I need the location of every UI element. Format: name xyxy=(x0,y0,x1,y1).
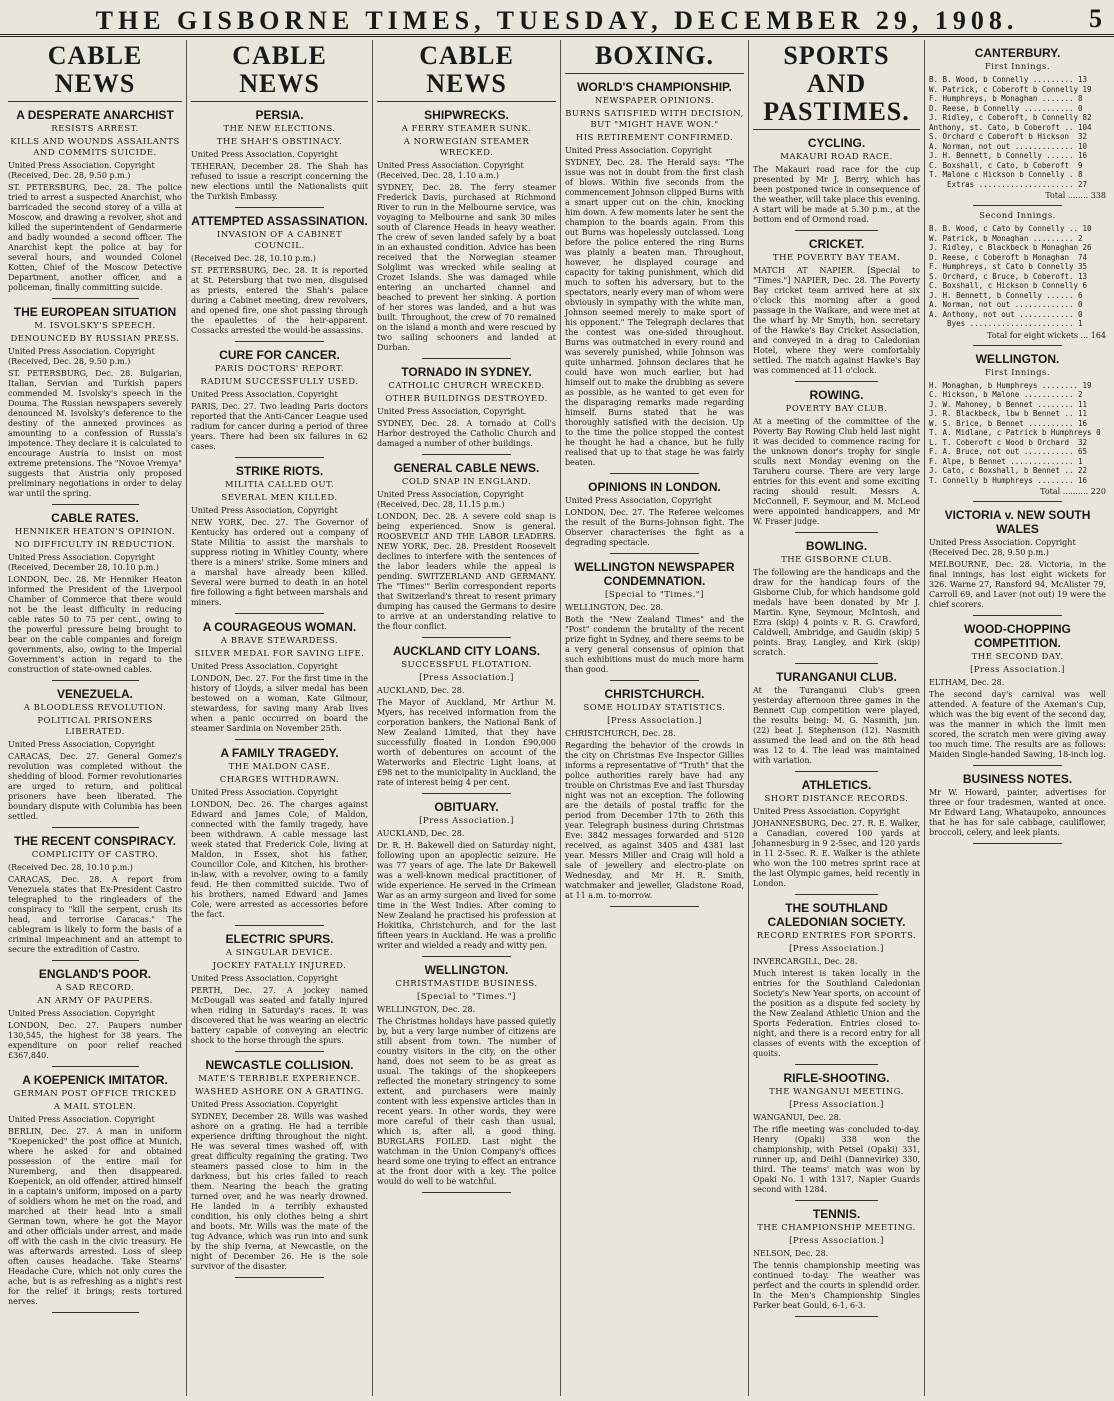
article xyxy=(8,687,182,828)
article-subheading: A MAIL STOLEN. xyxy=(53,1102,137,1112)
section-banner: SPORTS AND PASTIMES. xyxy=(753,40,920,130)
article-subheading: CATHOLIC CHURCH WRECKED. xyxy=(388,381,545,391)
article-divider xyxy=(235,739,324,740)
article xyxy=(753,901,920,1065)
article-headline: BOWLING. xyxy=(805,539,868,553)
article-subheading: HIS RETIREMENT CONFIRMED. xyxy=(575,133,734,143)
article-byline: United Press Association. Copyright xyxy=(565,146,712,155)
article-body: Much interest is taken locally in the entries for the Southland Caledonian Society's New Year sports, on account of the position as a dispute fed society by the New Zealand Athletic Union and the Sports Federation. Entries closed to-night, and there is a record entry for all classes of events with the exception of quoits. xyxy=(753,969,920,1058)
article-headline: CANTERBURY. xyxy=(974,46,1061,60)
article xyxy=(929,352,1106,503)
article-byline: United Press Association, Copyright xyxy=(8,740,155,749)
article-divider xyxy=(422,1192,512,1193)
article-byline: United Press Association. Copyright xyxy=(8,1009,155,1018)
article-body: NEW YORK, Dec. 27. The Governor of Kentucky has ordered out a company of State Militia to assist the marshals to suppress rioting in Whitley County, where there is a miners' strike. Some miners and a marshal have already been killed. Several were burned to death in an hotel fire following a fight between marshals and miners. xyxy=(191,518,368,607)
article-subheading: NEWSPAPER OPINIONS. xyxy=(594,96,715,106)
article-byline: CHRISTCHURCH, Dec. 28. xyxy=(565,729,676,738)
article-byline: United Press Association. Copyright (Received, Dec. 28, 9.50 p.m.) xyxy=(8,161,155,180)
article-divider xyxy=(235,613,324,614)
article-body: MELBOURNE, Dec. 28. Victoria, in the final innings, has lost eight wickets for 326. Warne 27, Ransford 94, McAlister 79, Carroll 69, and Laver (not out) 19 were the chief scorers. xyxy=(929,560,1106,609)
article-divider xyxy=(235,925,324,926)
article-byline: United Press Association, Copyright. xyxy=(377,407,527,416)
article-subheading: COMPLICITY OF CASTRO. xyxy=(31,850,159,860)
article-body: CARACAS, Dec. 27. General Gomez's revolution was completed without the shedding of blood. Former revolutionaries are urged to return, and political prisoners have been liberated. The boundary dispute with Columbia has been settled. xyxy=(8,752,182,821)
article-subheading: THE WANGANUI MEETING. xyxy=(769,1087,904,1097)
article-subheading: SHORT DISTANCE RECORDS. xyxy=(764,794,909,804)
column-2 xyxy=(186,40,372,1396)
article-headline: ATHLETICS. xyxy=(801,778,872,792)
article-headline: GENERAL CABLE NEWS. xyxy=(393,461,540,475)
article-byline: AUCKLAND, Dec. 28. xyxy=(377,829,465,838)
article xyxy=(753,1071,920,1201)
article-divider xyxy=(235,341,324,342)
article-subheading: THE CHAMPIONSHIP MEETING. xyxy=(757,1223,916,1233)
article-body: CARACAS, Dec. 28. A report from Venezuela states that Ex-President Castro telegraphed to the ringleaders of the conspiracy to "kill the serpent, crush its head, and terrorise Caracas." The cablegram is likely to form the basis of a criminal impeachment and an attempt to secure the extradition of Castro. xyxy=(8,875,182,954)
article-subheading: A BLOODLESS REVOLUTION. xyxy=(23,703,167,713)
article-divider xyxy=(422,454,512,455)
article xyxy=(753,388,920,533)
article-divider xyxy=(422,358,512,359)
article-body: Dr. R. H. Bakewell died on Saturday night, following upon an apoplectic seizure. He was 77 years of age. The late Dr Bakewell was a well-known medical practitioner, of wide experience. He served in the Crimean War as an army surgeon and lived for some time in the West Indies. After coming to New Zealand he practised his profession at Hokitika, Christchurch, and for the last fifteen years in Auckland. He was a prolific writer and wielded a ready and witty pen. xyxy=(377,841,556,950)
article-headline: PERSIA. xyxy=(255,108,304,122)
article-divider xyxy=(973,765,1062,766)
article-body: ST. PETERSBURG, Dec. 28. Bulgarian, Italian, Servian and Turkish papers commended M. Isvolsky's speech in the Douma. The Russian newspapers severely denounced M. Isvolsky's deference to the destiny of the annexed provinces as amounting to a confession of Russia's impotence. They declare it is calculated to encourage Austria to insist on most extreme pretensions. The "Novoe Vremya" suggests that Austria only proposed preliminary negotiations in order to delay war until the spring. xyxy=(8,369,182,498)
article-divider xyxy=(52,504,139,505)
article-subheading: KILLS AND WOUNDS ASSAILANTS AND COMMITS SUICIDE. xyxy=(10,137,180,158)
article xyxy=(929,46,1106,206)
article-headline: CURE FOR CANCER. xyxy=(219,348,340,362)
article xyxy=(191,464,368,614)
article-divider xyxy=(235,457,324,458)
article-subheading: [Press Association.] xyxy=(970,665,1065,675)
article-divider xyxy=(795,532,879,533)
article-subheading: THE GISBORNE CLUB. xyxy=(781,555,892,565)
article-subheading: THE MALDON CASE. xyxy=(228,762,331,772)
article xyxy=(8,1073,182,1313)
article-body: ST. PETERSBURG, Dec. 28. The police tried to arrest a suspected Anarchist, who barricaded the second storey of a villa at Moscow, and drawing a revolver, shot and killed the superintendent of Gendarmerie and badly wounded a second officer. The Anarchist kept the police at bay for several hours, and wounded Colonel Kotten, Chief of the Moscow Detective Department, another officer, and a policeman, finally committing suicide. xyxy=(8,183,182,292)
page-number: 5 xyxy=(1089,4,1102,33)
article-subheading: RESISTS ARREST. xyxy=(51,124,139,134)
article-body: JOHANNESBURG, Dec. 27. R. E. Walker, a Canadian, covered 100 yards at Johannesburg in 9 2-5sec, and 120 yards in 11 2-5sec. R. E. Walker is the athlete who won the 100 metres sprint race at the last Olympic games, held recently in London. xyxy=(753,819,920,888)
article-subheading: [Special to "Times."] xyxy=(417,992,516,1002)
article-byline: WANGANUI, Dec. 28. xyxy=(753,1113,842,1122)
article-byline: (Received Dec. 28, 10.10 p.m.) xyxy=(8,863,133,872)
article-subheading: SUCCESSFUL FLOTATION. xyxy=(401,660,532,670)
article-headline: A DESPERATE ANARCHIST xyxy=(16,108,174,122)
article-byline: United Press Association. Copyright xyxy=(191,662,338,671)
article-byline: United Press Association. Copyright xyxy=(753,807,900,816)
article xyxy=(565,80,744,474)
article-body: TEHERAN, December 28. The Shah has refused to issue a rescript concerning the new elections until the Nationalists quit the Turkish Embassy. xyxy=(191,162,368,201)
article-subheading: [Press Association.] xyxy=(419,673,514,683)
column-6 xyxy=(924,40,1110,1396)
article-subheading: A FERRY STEAMER SUNK. xyxy=(401,124,532,134)
article-subheading: SOME HOLIDAY STATISTICS. xyxy=(583,703,726,713)
article-headline: SHIPWRECKS. xyxy=(424,108,509,122)
article-divider xyxy=(422,637,512,638)
article-headline: WELLINGTON. xyxy=(424,963,509,977)
section-banner: CABLE NEWS xyxy=(191,40,368,102)
article-headline: NEWCASTLE COLLISION. xyxy=(205,1058,354,1072)
article-headline: TURANGANUI CLUB. xyxy=(776,670,897,684)
article-divider xyxy=(52,1066,139,1067)
score-total: Total for eight wickets ... 164 xyxy=(987,330,1106,340)
article-subheading: CHRISTMASTIDE BUSINESS. xyxy=(395,979,538,989)
article-divider xyxy=(795,230,879,231)
article-subheading: THE SECOND DAY. xyxy=(971,652,1064,662)
section-banner: CABLE NEWS xyxy=(377,40,556,102)
article-byline: ELTHAM, Dec. 28. xyxy=(929,678,1005,687)
article-headline: A FAMILY TRAGEDY. xyxy=(220,746,339,760)
article-headline: VICTORIA v. NEW SOUTH WALES xyxy=(944,508,1091,536)
article-divider xyxy=(610,680,700,681)
newspaper-title: THE GISBORNE TIMES, TUESDAY, DECEMBER 29, 1908. xyxy=(95,6,1019,35)
article-body: The second day's carnival was well attended. A feature of the Axeman's Cup, which was the big event of the second day, was the manner in which the limit men scored, the scratch men were giving away too much time. The results are as follows: Maiden Single-handed Sawing, 18-inch log. xyxy=(929,690,1106,759)
article-subheading: BURNS SATISFIED WITH DECISION, BUT "MIGHT HAVE WON." xyxy=(565,109,744,130)
score-card: B. B. Wood, b Connelly ......... 13 W. Patrick, c Coberoft b Connelly 19 F. Humphreys, b Monaghan ....... 8 D. Reese, b Connelly ........... 0 J. Ridley, c Coberoft, b Connelly 82 Anthony, st. Cato, b Coberoft .. 104 S. Orchard c Coberoft b Hickson 32 A. Norman, not out ............. 10 J. H. Bennett, b Connelly ...... 16 C. Boxshall, c Cato, b Coberoft 9 T. Malone c Hickson b Connelly . 8 Extras ..................... 27 xyxy=(929,75,1092,189)
article-divider xyxy=(610,906,700,907)
article xyxy=(377,800,556,957)
article xyxy=(753,670,920,772)
article-subheading: M. ISVOLSKY'S SPEECH. xyxy=(34,321,156,331)
article xyxy=(753,237,920,382)
article-subheading: DENOUNCED BY RUSSIAN PRESS. xyxy=(10,334,180,344)
article-byline: United Press Association. Copyright xyxy=(191,788,338,797)
article-headline: WOOD-CHOPPING COMPETITION. xyxy=(964,622,1071,650)
article-subheading: A NORWEGIAN STEAMER WRECKED. xyxy=(403,137,530,158)
article-body: The tennis championship meeting was continued to-day. The weather was perfect and the courts in splendid order. In the Men's Championship Singles Parker beat Gould, 6-1, 6-3. xyxy=(753,1261,920,1310)
article xyxy=(8,834,182,961)
article-byline: United Press Association. Copyright (Received, Dec. 28, 9.50 p.m.) xyxy=(8,347,155,366)
article-body: SYDNEY, Dec. 28. The ferry steamer Frederick Davis, purchased at Richmond River to run in the Melbourne service, was voyaging to Melbourne and sank 30 miles south of Clarence Heads in heavy weather. The crew of seven landed safely by a boat in an exhausted condition. Advice has been received that the Norwegian steamer Solglimt was wrecked while sealing at Crozet Islands. She was damaged while entering an uncharted channel and beached to prevent her sinking. A portion of her stores was landed, and a hut was built. Throughout, the crew of 70 remained on the island a month and were rescued by two sailing schooners and landed at Durban. xyxy=(377,183,556,352)
article-subheading: INVASION OF A CABINET COUNCIL. xyxy=(216,230,343,251)
article-subheading: WASHED ASHORE ON A GRATING. xyxy=(194,1087,365,1097)
article-divider xyxy=(795,1064,879,1065)
article-divider xyxy=(610,473,700,474)
article-headline: A KOEPENICK IMITATOR. xyxy=(22,1073,168,1087)
article-subheading: First Innings. xyxy=(984,62,1051,72)
article-headline: ENGLAND'S POOR. xyxy=(38,967,152,981)
article-headline: ELECTRIC SPURS. xyxy=(225,932,334,946)
article-subheading: NO DIFFICULTY IN REDUCTION. xyxy=(14,540,176,550)
article xyxy=(191,108,368,208)
article-byline: AUCKLAND, Dec. 28. xyxy=(377,686,465,695)
article-subheading: [Press Association.] xyxy=(419,816,514,826)
article-headline: CHRISTCHURCH. xyxy=(604,687,705,701)
article-body: SYDNEY, Dec. 28. The Herald says: "The issue was not in doubt from the first clash of blows. Within five seconds from the commencement Johnson clipped Burns with a smart upper cut on the chin, knocking him down. A few moments later he sent the champion to the boards again. From this out Burns was hopelessly outclassed. Long before the police entered the ring Burns was plainly a beaten man. Throughout, however, he displayed courage and capacity for taking punishment, which did much to soften his adversary, but to the spectators, nearly every man of whom were obviously in sympathy with the white man, Johnson seemed merely to make sport of his opponent." The Telegraph declares that the contest was one-sided throughout. Burns was outmatched in every round and was severely punished, while Johnson was quite unharmed. Johnson declares that he could have won much earlier, but had himself out to make the drubbing as severe as possible, as he wanted to get even for the disparaging remarks made regarding himself. Burns stated that he was thoroughly satisfied with the decision. Up to the time the police stopped the contest he thought he had a chance, but he fully realised that up to that stage he was fairly beaten. xyxy=(565,158,744,467)
article-body: LONDON, Dec. 28. A severe cold snap is being experienced. Snow is general. ROOSEVELT AND THE LABOR LEADERS. NEW YORK, Dec. 28. President Roosevelt declines to interfere with the sentences of the labor leaders while the appeal is pending. SWITZERLAND AND GERMANY. The "Times'" Berlin correspondent reports that Switzerland's threat to resent primary dumping has caused the Germans to desire to arrive at an understanding relative to the flour conflict. xyxy=(377,512,556,631)
article-headline: RIFLE-SHOOTING. xyxy=(783,1071,890,1085)
article-subheading: PARIS DOCTORS' REPORT. xyxy=(214,364,345,374)
article-body: Regarding the behavior of the crowds in the city on Christmas Eve Inspector Gillies informs a representative of "Truth" that the police authorities rarely have had any trouble on Christmas Eve and last Thursday night was not an exception. The following are the details of postal traffic for the period from December 17th to 26th this year. Telegraph business during Christmas Eve: 3842 messages forwarded and 5120 received, as against 3405 and 4381 last year. Messrs Miller and Craig will hold a sale of jewellery and electro-plate on Wednesday, and Mr H. R. Smith, watchmaker and jeweller, Gladstone Road, at 11 a.m. to-morrow. xyxy=(565,741,744,900)
article-body: The rifle meeting was concluded to-day. Henry (Opaki) 338 won the championship, with Petsel (Opaki) 331, runner up, and Deihl (Dannevirke) 330, third. The teams' match was won by Opaki No. 1 with 1317, Napier Guards second with 1284. xyxy=(753,1125,920,1194)
article xyxy=(753,136,920,231)
article-body: At a meeting of the committee of the Poverty Bay Rowing Club held last night it was decided to commence racing for the unknown donor's trophy for single sculls next Monday evening on the Taruheru course. There are very large entries for this event and some exciting racing should result. Messrs A. McConnell, F. Seymour, and M. McLeod were appointed handicappers, and Mr W. Fraser judge. xyxy=(753,417,920,526)
article-body: MATCH AT NAPIER. [Special to "Times."] NAPIER, Dec. 28. The Poverty Bay cricket team arrived here at six o'clock this morning after a good passage in the Waikare, and were met at the wharf by Mr Smyth, hon. secretary of the Hawke's Bay Cricket Association, and conveyed in a drag to Caledonian Hotel, where they were comfortably settled. The match against Hawke's Bay was commenced at 11 o'clock. xyxy=(753,266,920,375)
section-banner: CABLE NEWS xyxy=(8,40,182,102)
article xyxy=(191,932,368,1052)
article-byline: WELLINGTON, Dec. 28. xyxy=(565,603,664,612)
article-body: PERTH, Dec. 27. A jockey named McDougall was seated and fatally injured when riding in Saturday's races. It was discovered that he was wearing an electric battery capable of conveying an electric shock to the horse through the spurs. xyxy=(191,986,368,1045)
article-subheading: [Press Association.] xyxy=(607,716,702,726)
article xyxy=(565,480,744,554)
article-headline: ATTEMPTED ASSASSINATION. xyxy=(191,214,368,228)
article-subheading: CHARGES WITHDRAWN. xyxy=(219,775,340,785)
article-subheading: [Press Association.] xyxy=(789,1236,884,1246)
article-byline: United Press Association. Copyright (Received, December 28, 10.10 p.m.) xyxy=(8,553,159,572)
article-divider xyxy=(795,1316,879,1317)
article-divider xyxy=(52,827,139,828)
article-subheading: THE NEW ELECTIONS. xyxy=(223,124,336,134)
article-byline: United Press Association, Copyright xyxy=(191,506,338,515)
article xyxy=(753,778,920,895)
article-subheading: First Innings. xyxy=(984,367,1051,378)
article xyxy=(929,211,1106,346)
article xyxy=(753,539,920,664)
article-subheading: RADIUM SUCCESSFULLY USED. xyxy=(200,377,359,387)
article-body: Both the "New Zealand Times" and the "Post" condemn the brutality of the recent prize fight in Sydney, and there seems to be a very general consensus of opinion that such exhibitions must do much more harm than good. xyxy=(565,615,744,674)
columns-container xyxy=(4,40,1110,1396)
article-subheading: [Press Association.] xyxy=(789,1100,884,1110)
article xyxy=(377,365,556,455)
article-body: LONDON, Dec. 28. Mr Henniker Heaton informed the President of the Liverpool Chamber of Commerce that there would not be the least difficulty in reducing cable rates 50 to 75 per cent., owing to the powerful pressure being brought to bear on the cable companies and foreign governments, also, owing to the Imperial Government's action in regard to the construction of state-owned cables. xyxy=(8,575,182,674)
article-byline: United Press Association. Copyright xyxy=(8,1115,155,1124)
article-subheading: THE POVERTY BAY TEAM. xyxy=(772,253,901,263)
article-byline: United Press Association. Copyright xyxy=(191,390,338,399)
article-headline: THE RECENT CONSPIRACY. xyxy=(13,834,177,848)
article-divider xyxy=(795,663,879,664)
score-card: B. B. Wood, c Cato by Connelly .. 10 W. Patrick, b Monaghan ......... 2 J. Ridley, c Blackbeck b Monaghan 26 D. Reese, c Coberoft b Monaghan 74 F. Humphreys, st Cato b Connelly 35 S. Orchard, c Bruce, b Coberoft. 13 C. Boxshall, c Hickson b Connelly 6 J. H. Bennett, b Connelly ...... 6 A. Norman, not out ............. 0 A. Anthony, not out ............ 0 Byes ....................... 1 xyxy=(929,224,1092,328)
article-byline: INVERCARGILL, Dec. 28. xyxy=(753,957,858,966)
article-byline: United Press Association. Copyright xyxy=(191,974,338,983)
article-divider xyxy=(52,1312,139,1313)
score-total: Total .......... 220 xyxy=(1040,487,1106,496)
article-body: ST. PETERSBURG, Dec. 28. It is reported at St. Petersburg that two men, disguised as priests, entered the Shah's palace during a Cabinet meeting, drew revolvers, and opened fire, one shot passing through the epaulettes of the heir-apparent. Cossacks arrested the would-be assassins. xyxy=(191,266,368,335)
column-4 xyxy=(560,40,748,1396)
article-divider xyxy=(422,956,512,957)
article-byline: United Press Association. Copyright (Received Dec. 28, 9.50 p.m.) xyxy=(929,538,1076,557)
article-headline: THE SOUTHLAND CALEDONIAN SOCIETY. xyxy=(767,901,906,929)
article-body: LONDON, Dec. 27. The Referee welcomes the result of the Burns-Johnson fight. The Observer characterises the fight as a degrading spectacle. xyxy=(565,508,744,547)
article-headline: CRICKET. xyxy=(808,237,865,251)
article-headline: WORLD'S CHAMPIONSHIP. xyxy=(577,80,732,94)
article-divider xyxy=(973,345,1062,346)
article-subheading: AN ARMY OF PAUPERS. xyxy=(37,996,153,1006)
article-subheading: MATE'S TERRIBLE EXPERIENCE. xyxy=(198,1074,361,1084)
article xyxy=(377,644,556,794)
article xyxy=(8,305,182,505)
column-3 xyxy=(372,40,560,1396)
article-divider xyxy=(422,793,512,794)
article-body: The following are the handicaps and the draw for the handicap fours of the Gisborne Club, for which handsome gold medals have been donated by Mr J. Martin. Kyne, Seymour, McIntosh, and Ezra (skip) 4 points v. R. G. Crawford, Caldwell, Ambridge, and Gaudin (skip) 5 points. Bray, Langley, and Kirk (skip) scratch. xyxy=(753,568,920,657)
article-headline: OPINIONS IN LONDON. xyxy=(588,480,721,494)
article-subheading: POVERTY BAY CLUB. xyxy=(785,404,888,414)
article xyxy=(191,348,368,458)
article-headline: A COURAGEOUS WOMAN. xyxy=(202,620,357,634)
article-divider xyxy=(973,205,1062,206)
article xyxy=(191,746,368,926)
article-headline: BUSINESS NOTES. xyxy=(962,772,1073,786)
article-divider xyxy=(235,1277,324,1278)
article-headline: WELLINGTON NEWSPAPER CONDEMNATION. xyxy=(574,560,735,588)
article-headline: TORNADO IN SYDNEY. xyxy=(401,365,532,379)
article-body: The Makauri road race for the cup presented by Mr J. Berry, which has been postponed twice in consequence of the weather, will take place this evening. A start will be made at 5.30 p.m., at the bottom end of Ormond road. xyxy=(753,165,920,224)
article-divider xyxy=(795,771,879,772)
article-headline: STRIKE RIOTS. xyxy=(235,464,324,478)
article-headline: TENNIS. xyxy=(812,1207,861,1221)
article-subheading: JOCKEY FATALLY INJURED. xyxy=(212,961,347,971)
article xyxy=(8,108,182,299)
article-headline: ROWING. xyxy=(809,388,864,402)
article-body: The Mayor of Auckland, Mr Arthur M. Myers, has received information from the corporation bankers, the National Bank of New Zealand Limited, that they have successfully floated in London £90,000 worth of debentures on account of the Waterworks and Electric Light loans, at £98 net to the municipality in Auckland, the rate of interest being 4 per cent. xyxy=(377,698,556,787)
score-card: H. Monaghan, b Humphreys ........ 19 C. Hickson, b Malone ........... 2 J. W. Mahoney, b Bennet ........ 11 J. R. Blackbeck, lbw b Bennet .. 11 W. S. Brice, b Bennet .......... 16 T. A. Midlane, c Patrick b Humphreys 0 L. T. Coberoft c Wood b Orchard 32 F. A. Bruce, not out ........... 65 F. Alpe, b Bennet .............. 1 J. Cato, c Boxshall, b Bennet .. 22 T. Connelly b Humphreys ........ 16 xyxy=(929,380,1101,485)
article-byline: United Press Association. Copyright xyxy=(191,150,338,159)
article-subheading: MAKAURI ROAD RACE. xyxy=(780,152,893,162)
article-body: At the Turanganui Club's green yesterday afternoon three games in the Bennett Cup competition were played, the results being: M. G. Nasmith, jun. (22) beat J. Stephenson (12). Nasmith assumed the lead and on the 8th head was 12 to 4. The lead was maintained with variation. xyxy=(753,686,920,765)
article-divider xyxy=(973,843,1062,844)
article-headline: VENEZUELA. xyxy=(56,687,133,701)
article-subheading: GERMAN POST OFFICE TRICKED xyxy=(13,1089,177,1099)
article-subheading: [Press Association.] xyxy=(789,944,884,954)
article-divider xyxy=(795,381,879,382)
article xyxy=(565,687,744,907)
article-divider xyxy=(795,1200,879,1201)
article-subheading: OTHER BUILDINGS DESTROYED. xyxy=(385,394,548,404)
article-body: SYDNEY, December 28. Wills was washed ashore on a grating. He had a terrible experience drifting throughout the night. He was several times washed off, with great difficulty regaining the grating. Two steamers passed close to him in the darkness, but his cries failed to reach them. Nearing the beach the grating turned over, and he was nearly drowned. He landed in a terribly exhausted condition, his only clothes being a shirt and boots. Mr. Wills was the mate of the tug Advance, which was run into and sunk by the ship Iverna, at Newcastle, on the night of December 26. He is the sole survivor of the disaster. xyxy=(191,1112,368,1271)
article-subheading: Second Innings. xyxy=(979,211,1056,221)
article-subheading: [Special to "Times."] xyxy=(605,590,704,600)
article-subheading: SILVER MEDAL FOR SAVING LIFE. xyxy=(194,649,365,659)
article-subheading: A SAD RECORD. xyxy=(55,983,135,993)
article-byline: United Press Association. Copyright (Received, Dec. 28, 1.10 a.m.) xyxy=(377,161,524,180)
article xyxy=(929,508,1106,616)
article xyxy=(565,560,744,681)
article-divider xyxy=(973,615,1062,616)
article xyxy=(8,967,182,1067)
article-body: Mr W. Howard, painter, advertises for three or four tradesmen, wanted at once. Mr Edward Lang, Whataupoko, announces that he has for sale cabbage, cauliflower, broccoli, celery, and leek plants. xyxy=(929,788,1106,837)
article-divider xyxy=(235,207,324,208)
article-byline: United Press Association, Copyright xyxy=(565,496,712,505)
article-divider xyxy=(610,553,700,554)
article-subheading: RECORD ENTRIES FOR SPORTS. xyxy=(756,931,917,941)
article-subheading: MILITIA CALLED OUT. xyxy=(224,480,335,490)
masthead xyxy=(0,0,1114,37)
article-subheading: COLD SNAP IN ENGLAND. xyxy=(401,477,532,487)
article-body: LONDON, Dec. 27. Paupers number 130,545, the highest for 38 years. The expenditure on poor relief reached £367,840. xyxy=(8,1021,182,1060)
article-headline: THE EUROPEAN SITUATION xyxy=(13,305,177,319)
article xyxy=(377,108,556,359)
article-divider xyxy=(52,960,139,961)
article-divider xyxy=(973,501,1062,502)
article-headline: AUCKLAND CITY LOANS. xyxy=(392,644,541,658)
article-subheading: A BRAVE STEWARDESS. xyxy=(220,636,339,646)
score-total: Total ........ 338 xyxy=(1045,191,1106,200)
article-byline: (Received Dec. 28, 10.10 p.m.) xyxy=(191,254,316,263)
article-headline: CABLE RATES. xyxy=(51,511,139,525)
article-divider xyxy=(52,680,139,681)
article-byline: NELSON, Dec. 28. xyxy=(753,1249,829,1258)
article-byline: WELLINGTON, Dec. 28. xyxy=(377,1005,476,1014)
article-subheading: SEVERAL MEN KILLED. xyxy=(221,493,338,503)
article-subheading: A SINGULAR DEVICE. xyxy=(225,948,334,958)
article-body: LONDON, Dec. 26. The charges against Edward and James Cole, of Maldon, connected with the family tragedy, have been withdrawn. A cable message last week stated that Frederick Cole, living at Maldon, in Essex, shot his father, Councillor Cole, and Kitchen, his brother-in-law, with a revolver, owing to a family feud. He then committed suicide. Two of his brothers, named Edward and James Cole, were arrested as accessories before the fact. xyxy=(191,800,368,919)
section-banner: BOXING. xyxy=(565,40,744,74)
column-5 xyxy=(748,40,924,1396)
article-body: BERLIN, Dec. 27. A man in uniform "Koepenicked" the post office at Munich, where he asked for and obtained possession of the entire mail for Nuremberg, and then disappeared. Koepenick, an old offender, attired himself in a captain's uniform, imposed on a party of soldiers whom he met on the road, and marched at their head into a small German town, where he got the Mayor and other officials under arrest, and made off with the cash in the civic treasury. He was afterwards arrested. Loss of sleep often causes headache. Take Stearns' Headache Cure, which not only cures the ache, but is as refreshing as a night's rest for the relief it brings; rests tortured nerves. xyxy=(8,1127,182,1306)
article-divider xyxy=(235,1051,324,1052)
article-byline: United Press Association. Copyright xyxy=(191,1100,338,1109)
article-headline: WELLINGTON. xyxy=(975,351,1060,366)
article-body: LONDON, Dec. 27. For the first time in the history of Lloyds, a silver medal has been bestowed on a woman, Kate Gilmour, stewardess, for saving many Arab lives when a panic occurred on board the steamer Sardinia on November 25th. xyxy=(191,674,368,733)
article-body: SYDNEY, Dec. 28. A tornado at Coll's Harbor destroyed the Catholic Church and damaged a number of other buildings. xyxy=(377,419,556,448)
article-body: PARIS, Dec. 27. Two leading Paris doctors reported that the Anti-Cancer League used radium for cancer during a period of three years. There had been six failures in 62 cases. xyxy=(191,402,368,451)
column-1 xyxy=(4,40,186,1396)
article-headline: OBITUARY. xyxy=(434,800,499,814)
article xyxy=(929,772,1106,844)
article xyxy=(191,620,368,740)
article xyxy=(8,511,182,681)
article-headline: CYCLING. xyxy=(807,136,866,150)
article-byline: United Press Association, Copyright (Received, Dec. 28, 11.15 p.m.) xyxy=(377,490,524,509)
article-body: The Christmas holidays have passed quietly by, but a very large number of citizens are still absent from town. The number of country visitors in the city, on the other hand, does not seem to be as great as usual. The takings of the shopkeepers reflected the monetary stringency to some extent, and purchasers were mainly content with less expensive articles than in recent years. In other words, they were more careful of their cash than usual, which is, after all, a good thing. BURGLARS FOILED. Last night the watchman in the Union Company's offices heard some one trying to effect an entrance at the front door with a key. The police would do well to be watchful. xyxy=(377,1017,556,1186)
article-subheading: POLITICAL PRISONERS LIBERATED. xyxy=(37,716,153,737)
article-divider xyxy=(52,298,139,299)
article-subheading: HENNIKER HEATON'S OPINION. xyxy=(14,527,176,537)
article xyxy=(191,214,368,342)
article xyxy=(377,461,556,638)
article xyxy=(929,622,1106,766)
article-subheading: THE SHAH'S OBSTINACY. xyxy=(216,137,343,147)
article-divider xyxy=(795,894,879,895)
article xyxy=(191,1058,368,1278)
article xyxy=(753,1207,920,1317)
article xyxy=(377,963,556,1193)
